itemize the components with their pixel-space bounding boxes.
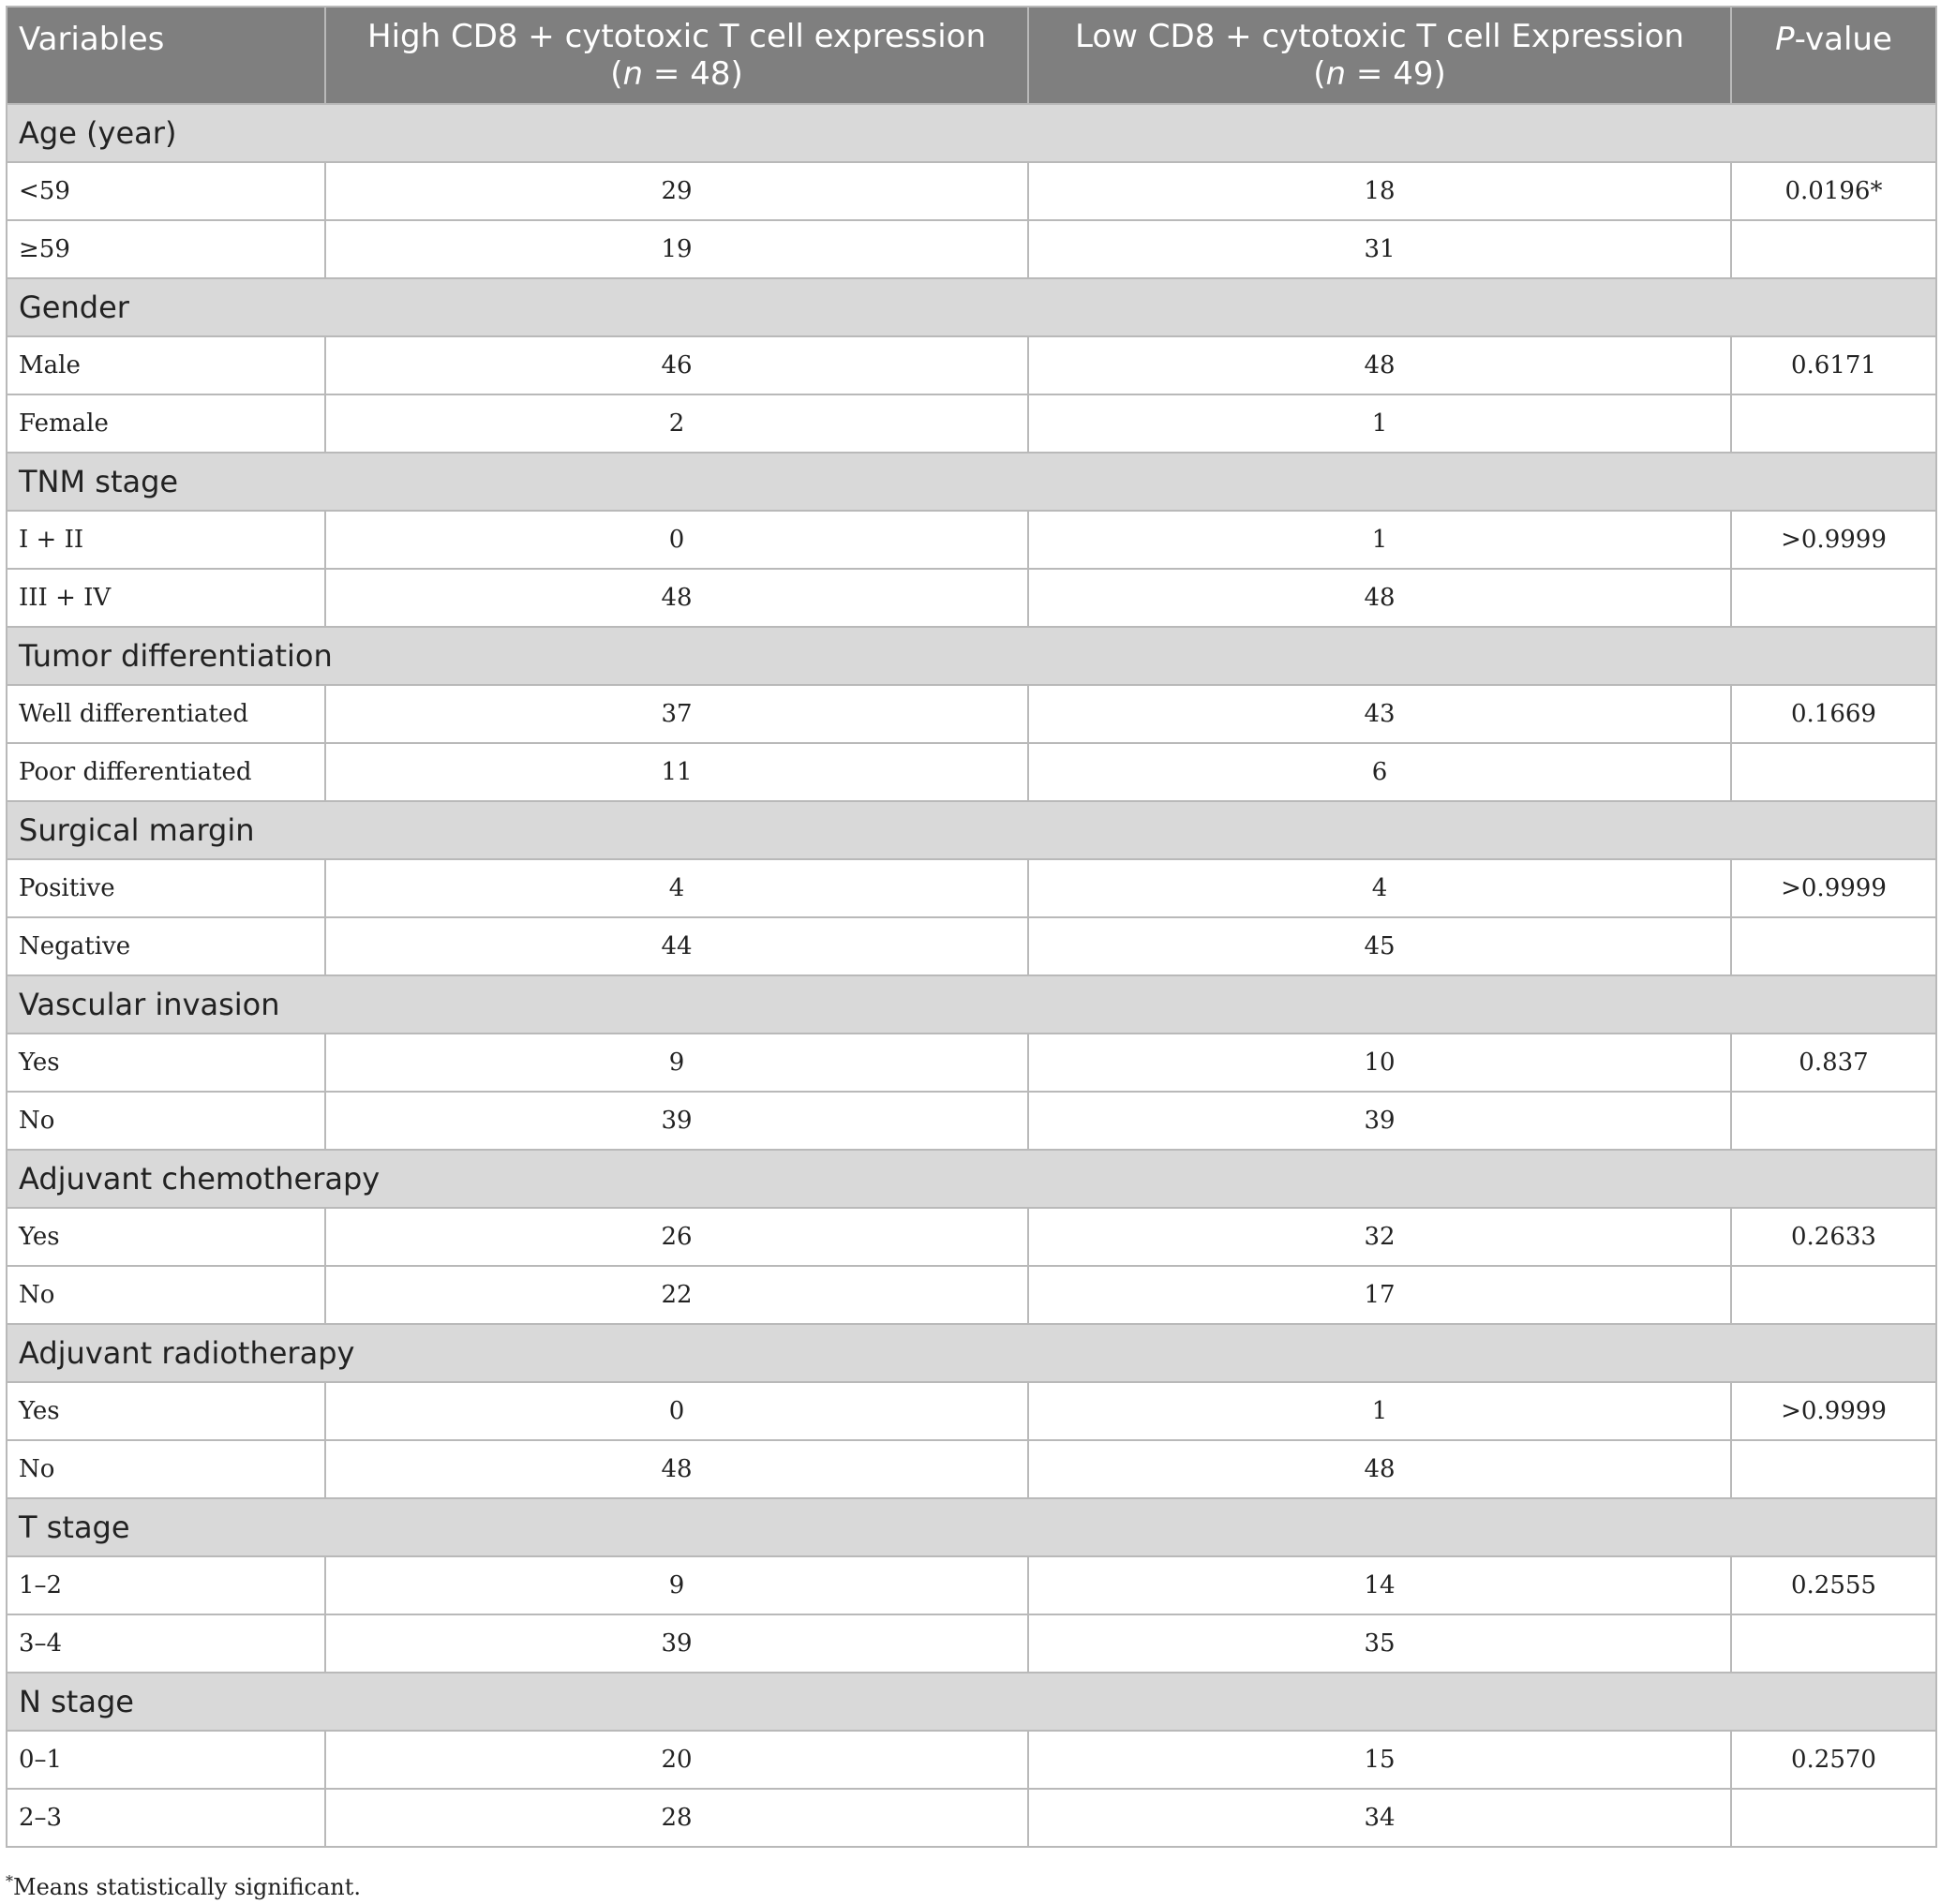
cell-label: No bbox=[7, 1092, 325, 1150]
table-row bbox=[7, 1440, 1936, 1498]
cell-p-value: >0.9999 bbox=[1731, 859, 1936, 917]
group-label: N stage bbox=[7, 1673, 1936, 1731]
cell-label: 3–4 bbox=[7, 1614, 325, 1673]
cell-high: 11 bbox=[325, 743, 1028, 801]
group-label: Age (year) bbox=[7, 104, 1936, 162]
cell-low: 31 bbox=[1028, 220, 1731, 278]
cell-low: 1 bbox=[1028, 511, 1731, 569]
group-header-row bbox=[7, 627, 1936, 685]
cell-low: 1 bbox=[1028, 1382, 1731, 1440]
table-row bbox=[7, 1614, 1936, 1673]
table-row bbox=[7, 1789, 1936, 1847]
group-header-row bbox=[7, 1673, 1936, 1731]
group-label: TNM stage bbox=[7, 453, 1936, 511]
group-header-row bbox=[7, 278, 1936, 336]
cell-high: 19 bbox=[325, 220, 1028, 278]
cell-p-value: 0.0196* bbox=[1731, 162, 1936, 220]
cell-low: 48 bbox=[1028, 569, 1731, 627]
cell-p-value bbox=[1731, 220, 1936, 278]
group-header-row bbox=[7, 801, 1936, 859]
cell-label: Female bbox=[7, 394, 325, 453]
cell-low: 32 bbox=[1028, 1208, 1731, 1266]
table-header bbox=[7, 7, 1936, 104]
cell-low: 4 bbox=[1028, 859, 1731, 917]
group-header-row bbox=[7, 453, 1936, 511]
cell-label: No bbox=[7, 1440, 325, 1498]
cell-p-value bbox=[1731, 569, 1936, 627]
cell-high: 39 bbox=[325, 1614, 1028, 1673]
cell-p-value bbox=[1731, 1614, 1936, 1673]
cell-low: 48 bbox=[1028, 1440, 1731, 1498]
cell-p-value: 0.2570 bbox=[1731, 1731, 1936, 1789]
group-header-row bbox=[7, 1498, 1936, 1556]
header-p-value bbox=[1731, 7, 1936, 104]
cell-p-value bbox=[1731, 1266, 1936, 1324]
cell-p-value bbox=[1731, 1440, 1936, 1498]
cell-high: 39 bbox=[325, 1092, 1028, 1150]
header-low-cd8 bbox=[1028, 7, 1731, 104]
cell-p-value: >0.9999 bbox=[1731, 511, 1936, 569]
cell-label: <59 bbox=[7, 162, 325, 220]
table-row bbox=[7, 685, 1936, 743]
table-row bbox=[7, 743, 1936, 801]
cell-high: 29 bbox=[325, 162, 1028, 220]
cell-low: 18 bbox=[1028, 162, 1731, 220]
footnote-mark: * bbox=[6, 1872, 13, 1890]
footnote bbox=[6, 1872, 361, 1900]
table-row bbox=[7, 394, 1936, 453]
cell-high: 48 bbox=[325, 1440, 1028, 1498]
header-p-rest: -value bbox=[1794, 21, 1892, 58]
cell-high: 2 bbox=[325, 394, 1028, 453]
cell-low: 6 bbox=[1028, 743, 1731, 801]
header-row bbox=[7, 7, 1936, 104]
group-header-row bbox=[7, 975, 1936, 1034]
table-row bbox=[7, 162, 1936, 220]
cell-label: ≥59 bbox=[7, 220, 325, 278]
table-row bbox=[7, 1266, 1936, 1324]
cell-p-value: 0.837 bbox=[1731, 1034, 1936, 1092]
table-row bbox=[7, 336, 1936, 394]
cell-low: 43 bbox=[1028, 685, 1731, 743]
cell-label: No bbox=[7, 1266, 325, 1324]
cell-label: Yes bbox=[7, 1034, 325, 1092]
cell-p-value bbox=[1731, 1789, 1936, 1847]
cell-p-value bbox=[1731, 1092, 1936, 1150]
group-label: Tumor differentiation bbox=[7, 627, 1936, 685]
cell-high: 4 bbox=[325, 859, 1028, 917]
table-body bbox=[7, 104, 1936, 1847]
cell-label: 2–3 bbox=[7, 1789, 325, 1847]
table-row bbox=[7, 511, 1936, 569]
cell-p-value: 0.2633 bbox=[1731, 1208, 1936, 1266]
cell-label: Poor differentiated bbox=[7, 743, 325, 801]
cell-label: Male bbox=[7, 336, 325, 394]
header-low-title: Low CD8 + cytotoxic T cell Expression bbox=[1075, 18, 1684, 55]
table-row bbox=[7, 569, 1936, 627]
cell-p-value: 0.6171 bbox=[1731, 336, 1936, 394]
cell-label: 0–1 bbox=[7, 1731, 325, 1789]
cell-label: Well differentiated bbox=[7, 685, 325, 743]
table-container bbox=[6, 6, 1935, 1848]
group-label: Surgical margin bbox=[7, 801, 1936, 859]
cell-label: III + IV bbox=[7, 569, 325, 627]
header-high-cd8 bbox=[325, 7, 1028, 104]
cell-low: 1 bbox=[1028, 394, 1731, 453]
table-row bbox=[7, 1092, 1936, 1150]
group-label: Adjuvant radiotherapy bbox=[7, 1324, 1936, 1382]
table-row bbox=[7, 1034, 1936, 1092]
group-header-row bbox=[7, 1324, 1936, 1382]
cell-p-value: >0.9999 bbox=[1731, 1382, 1936, 1440]
group-label: Adjuvant chemotherapy bbox=[7, 1150, 1936, 1208]
cell-low: 10 bbox=[1028, 1034, 1731, 1092]
footnote-text: Means statistically significant. bbox=[13, 1874, 361, 1900]
cell-p-value bbox=[1731, 394, 1936, 453]
table-row bbox=[7, 859, 1936, 917]
group-label: Gender bbox=[7, 278, 1936, 336]
cell-label: 1–2 bbox=[7, 1556, 325, 1614]
cell-high: 9 bbox=[325, 1034, 1028, 1092]
data-table bbox=[6, 6, 1937, 1848]
cell-low: 34 bbox=[1028, 1789, 1731, 1847]
cell-high: 20 bbox=[325, 1731, 1028, 1789]
cell-high: 44 bbox=[325, 917, 1028, 975]
cell-low: 39 bbox=[1028, 1092, 1731, 1150]
cell-high: 0 bbox=[325, 1382, 1028, 1440]
cell-p-value: 0.1669 bbox=[1731, 685, 1936, 743]
cell-label: Yes bbox=[7, 1208, 325, 1266]
cell-label: Yes bbox=[7, 1382, 325, 1440]
cell-low: 48 bbox=[1028, 336, 1731, 394]
cell-low: 35 bbox=[1028, 1614, 1731, 1673]
cell-label: Negative bbox=[7, 917, 325, 975]
table-row bbox=[7, 917, 1936, 975]
cell-high: 0 bbox=[325, 511, 1028, 569]
cell-high: 26 bbox=[325, 1208, 1028, 1266]
cell-label: Positive bbox=[7, 859, 325, 917]
cell-high: 46 bbox=[325, 336, 1028, 394]
group-label: Vascular invasion bbox=[7, 975, 1936, 1034]
group-label: T stage bbox=[7, 1498, 1936, 1556]
cell-low: 15 bbox=[1028, 1731, 1731, 1789]
cell-high: 28 bbox=[325, 1789, 1028, 1847]
header-p-italic: P bbox=[1775, 21, 1795, 58]
cell-high: 9 bbox=[325, 1556, 1028, 1614]
cell-high: 48 bbox=[325, 569, 1028, 627]
table-row bbox=[7, 1382, 1936, 1440]
cell-low: 14 bbox=[1028, 1556, 1731, 1614]
cell-low: 17 bbox=[1028, 1266, 1731, 1324]
cell-high: 37 bbox=[325, 685, 1028, 743]
cell-high: 22 bbox=[325, 1266, 1028, 1324]
cell-p-value: 0.2555 bbox=[1731, 1556, 1936, 1614]
table-row bbox=[7, 1731, 1936, 1789]
cell-p-value bbox=[1731, 743, 1936, 801]
cell-label: I + II bbox=[7, 511, 325, 569]
table-row bbox=[7, 1556, 1936, 1614]
table-row bbox=[7, 220, 1936, 278]
table-row bbox=[7, 1208, 1936, 1266]
header-low-n: (n = 49) bbox=[1313, 55, 1446, 93]
header-high-title: High CD8 + cytotoxic T cell expression bbox=[367, 18, 986, 55]
header-variables: Variables bbox=[7, 7, 325, 104]
group-header-row bbox=[7, 104, 1936, 162]
header-high-n: (n = 48) bbox=[610, 55, 743, 93]
cell-p-value bbox=[1731, 917, 1936, 975]
group-header-row bbox=[7, 1150, 1936, 1208]
cell-low: 45 bbox=[1028, 917, 1731, 975]
